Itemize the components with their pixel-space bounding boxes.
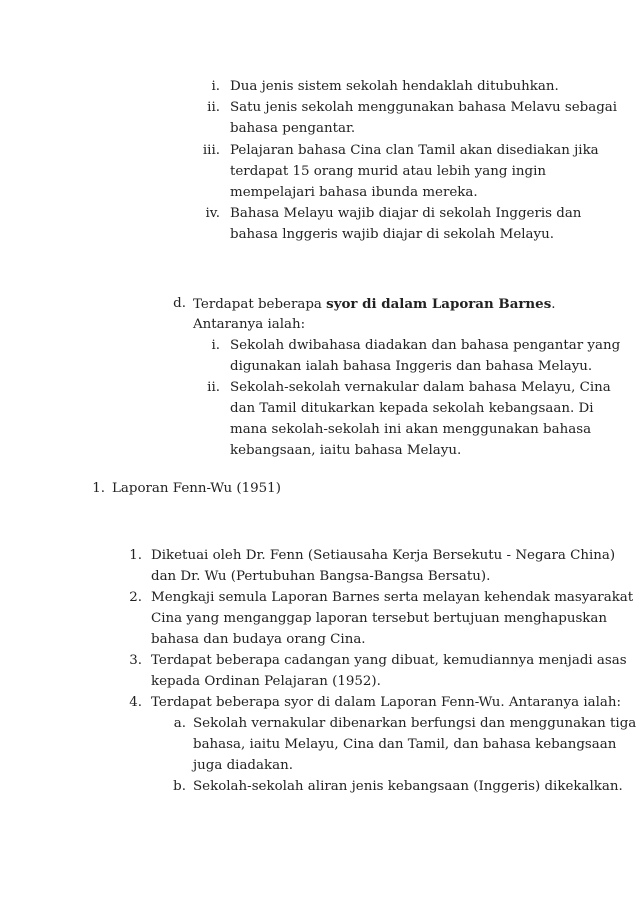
list-item-text: bahasa, iaitu Melayu, Cina dan Tamil, dan bahasa kebangsaan	[193, 737, 617, 752]
list-marker: ii.	[207, 100, 220, 115]
list-item-text: juga diadakan.	[193, 758, 293, 773]
list-item-text: digunakan ialah bahasa Inggeris dan bahasa Melayu.	[230, 359, 593, 374]
list-marker: ii.	[207, 380, 220, 395]
list-item-text: Sekolah-sekolah aliran jenis kebangsaan (Inggeris) dikekalkan.	[193, 779, 623, 794]
list-item-text: Terdapat beberapa syor di dalam Laporan Fenn-Wu. Antaranya ialah:	[151, 695, 621, 710]
list-item-text: dan Dr. Wu (Pertubuhan Bangsa-Bangsa Bersatu).	[151, 569, 491, 584]
list-item-text: Dua jenis sistem sekolah hendaklah ditubuhkan.	[230, 79, 559, 94]
list-marker: 1.	[92, 481, 105, 496]
list-item-text: Sekolah-sekolah vernakular dalam bahasa Melayu, Cina	[230, 380, 611, 395]
list-marker: 4.	[129, 695, 142, 710]
list-marker: iii.	[202, 143, 220, 158]
bold-phrase: syor di dalam Laporan Barnes	[326, 296, 552, 312]
list-item-text: bahasa lnggeris wajib diajar di sekolah Melayu.	[230, 227, 554, 242]
section-heading: Laporan Fenn-Wu (1951)	[112, 481, 281, 496]
list-item-text: mempelajari bahasa ibunda mereka.	[230, 185, 478, 200]
list-item-text: mana sekolah-sekolah ini akan menggunakan bahasa	[230, 422, 592, 437]
list-marker: i.	[211, 79, 220, 94]
list-item-text: Pelajaran bahasa Cina clan Tamil akan disediakan jika	[230, 143, 599, 158]
list-item-text: kebangsaan, iaitu bahasa Melayu.	[230, 443, 462, 458]
list-item-text: dan Tamil ditukarkan kepada sekolah kebangsaan. Di	[230, 401, 594, 416]
list-marker: iv.	[205, 206, 220, 221]
list-marker: 1.	[129, 548, 142, 563]
list-item-text: Bahasa Melayu wajib diajar di sekolah Inggeris dan	[230, 206, 582, 221]
section-d-intro: Terdapat beberapa syor di dalam Laporan Barnes.	[193, 296, 556, 312]
list-marker: a.	[173, 716, 186, 731]
list-item-text: Satu jenis sekolah menggunakan bahasa Melavu sebagai	[230, 100, 618, 115]
list-marker: i.	[211, 338, 220, 353]
list-item-text: terdapat 15 orang murid atau lebih yang ingin	[230, 164, 547, 179]
list-item-text: Sekolah vernakular dibenarkan berfungsi dan menggunakan tiga	[193, 716, 637, 731]
list-item-text: Terdapat beberapa cadangan yang dibuat, kemudiannya menjadi asas	[151, 653, 627, 668]
list-marker: 2.	[129, 590, 142, 605]
list-item-text: bahasa pengantar.	[230, 121, 356, 136]
list-item-text: kepada Ordinan Pelajaran (1952).	[151, 674, 381, 689]
list-marker: 3.	[129, 653, 142, 668]
list-item-text: Sekolah dwibahasa diadakan dan bahasa pengantar yang	[230, 338, 621, 353]
list-item-text: Diketuai oleh Dr. Fenn (Setiausaha Kerja Bersekutu - Negara China)	[151, 548, 616, 563]
list-marker: d.	[173, 296, 186, 311]
list-marker: b.	[173, 779, 186, 794]
list-item-text: bahasa dan budaya orang Cina.	[151, 632, 366, 647]
list-item-text: Mengkaji semula Laporan Barnes serta melayan kehendak masyarakat	[151, 590, 634, 605]
section-d-intro-line: Antaranya ialah:	[193, 317, 306, 332]
list-item-text: Cina yang menganggap laporan tersebut bertujuan menghapuskan	[151, 611, 608, 626]
